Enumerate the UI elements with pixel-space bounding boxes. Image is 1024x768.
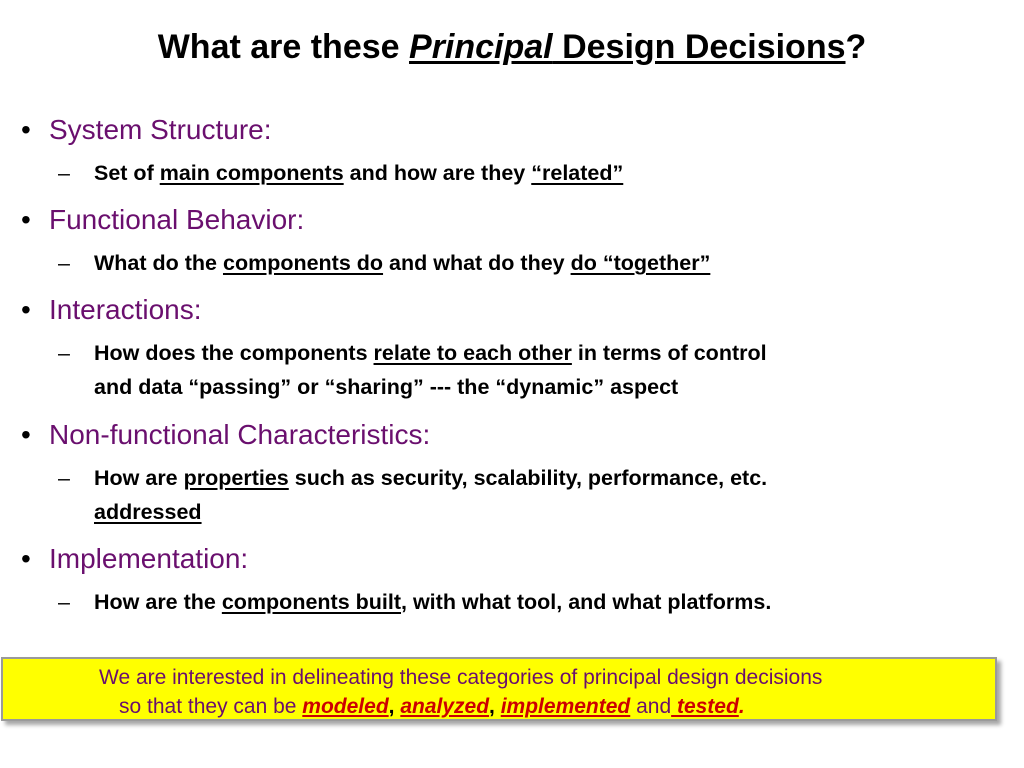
callout-period: . bbox=[738, 695, 745, 718]
sub-line-2 bbox=[58, 495, 767, 529]
sub-underlined: properties bbox=[183, 466, 289, 490]
sub-line-1 bbox=[58, 461, 767, 495]
bullet-non-functional bbox=[21, 417, 430, 453]
bullet-icon: • bbox=[21, 294, 31, 325]
sub-line-1 bbox=[58, 336, 767, 370]
callout-line-2 bbox=[119, 694, 745, 720]
sub-text: and what do they bbox=[383, 251, 571, 275]
bullet-heading: Interactions: bbox=[49, 294, 202, 325]
bullet-icon: • bbox=[21, 419, 31, 450]
title-underlined bbox=[409, 28, 845, 66]
sub-text: such as security, scalability, performance, etc. bbox=[288, 466, 768, 490]
bullet-functional-behavior bbox=[21, 202, 304, 238]
sub-underlined: components do bbox=[222, 251, 384, 275]
callout-line-1: We are interested in delineating these categories of principal design decisions bbox=[99, 666, 823, 689]
bullet-implementation bbox=[21, 541, 248, 577]
callout-separator: , bbox=[489, 695, 501, 718]
bullet-interactions bbox=[21, 292, 202, 328]
subitem-implementation bbox=[58, 585, 771, 619]
sub-underlined: “related” bbox=[531, 161, 624, 185]
sub-text: Set of bbox=[94, 161, 160, 185]
dash-icon: – bbox=[58, 161, 70, 185]
sub-text: What do the bbox=[94, 251, 223, 275]
bullet-heading: Functional Behavior: bbox=[49, 204, 305, 235]
sub-text: and how are they bbox=[343, 161, 532, 185]
dash-icon: – bbox=[58, 590, 70, 614]
bullet-heading: Implementation: bbox=[49, 543, 249, 574]
keyword-tested: tested bbox=[671, 695, 739, 718]
bullet-heading: Non-functional Characteristics: bbox=[49, 419, 431, 450]
sub-text: How are the bbox=[94, 590, 222, 614]
sub-underlined: relate to each other bbox=[373, 341, 572, 365]
dash-icon: – bbox=[58, 341, 70, 365]
bullet-icon: • bbox=[21, 543, 31, 574]
subitem-interactions bbox=[58, 336, 767, 404]
callout-text: so that they can be bbox=[119, 695, 303, 718]
title-part3: ? bbox=[845, 28, 867, 66]
subitem-system-structure bbox=[58, 156, 623, 190]
bullet-system-structure bbox=[21, 112, 272, 148]
callout-separator: , bbox=[388, 695, 401, 718]
sub-text: How does the components bbox=[94, 341, 374, 365]
bullet-icon: • bbox=[21, 114, 31, 145]
callout-text: and bbox=[630, 695, 672, 718]
bullet-heading: System Structure: bbox=[49, 114, 272, 145]
subitem-non-functional bbox=[58, 461, 767, 529]
subitem-functional-behavior bbox=[58, 246, 710, 280]
sub-text: in terms of control bbox=[571, 341, 767, 365]
sub-underlined: main components bbox=[159, 161, 344, 185]
sub-line-2: and data “passing” or “sharing” --- the “dynamic” aspect bbox=[94, 375, 679, 399]
title-part2: Design Decisions bbox=[552, 28, 846, 66]
keyword-modeled: modeled bbox=[302, 695, 389, 718]
sub-text: How are bbox=[94, 466, 184, 490]
keyword-analyzed: analyzed bbox=[400, 695, 490, 718]
bullet-icon: • bbox=[21, 204, 31, 235]
dash-icon: – bbox=[58, 466, 70, 490]
title-part1: What are these bbox=[157, 28, 410, 66]
keyword-implemented: implemented bbox=[500, 695, 631, 718]
sub-text: , with what tool, and what platforms. bbox=[401, 590, 772, 614]
sub-underlined: addressed bbox=[94, 500, 202, 524]
sub-underlined: components built bbox=[221, 590, 402, 614]
slide-title bbox=[0, 22, 1024, 72]
title-emphasis: Principal bbox=[409, 28, 553, 66]
sub-underlined: do “together” bbox=[570, 251, 711, 275]
callout-box bbox=[1, 657, 997, 721]
dash-icon: – bbox=[58, 251, 70, 275]
